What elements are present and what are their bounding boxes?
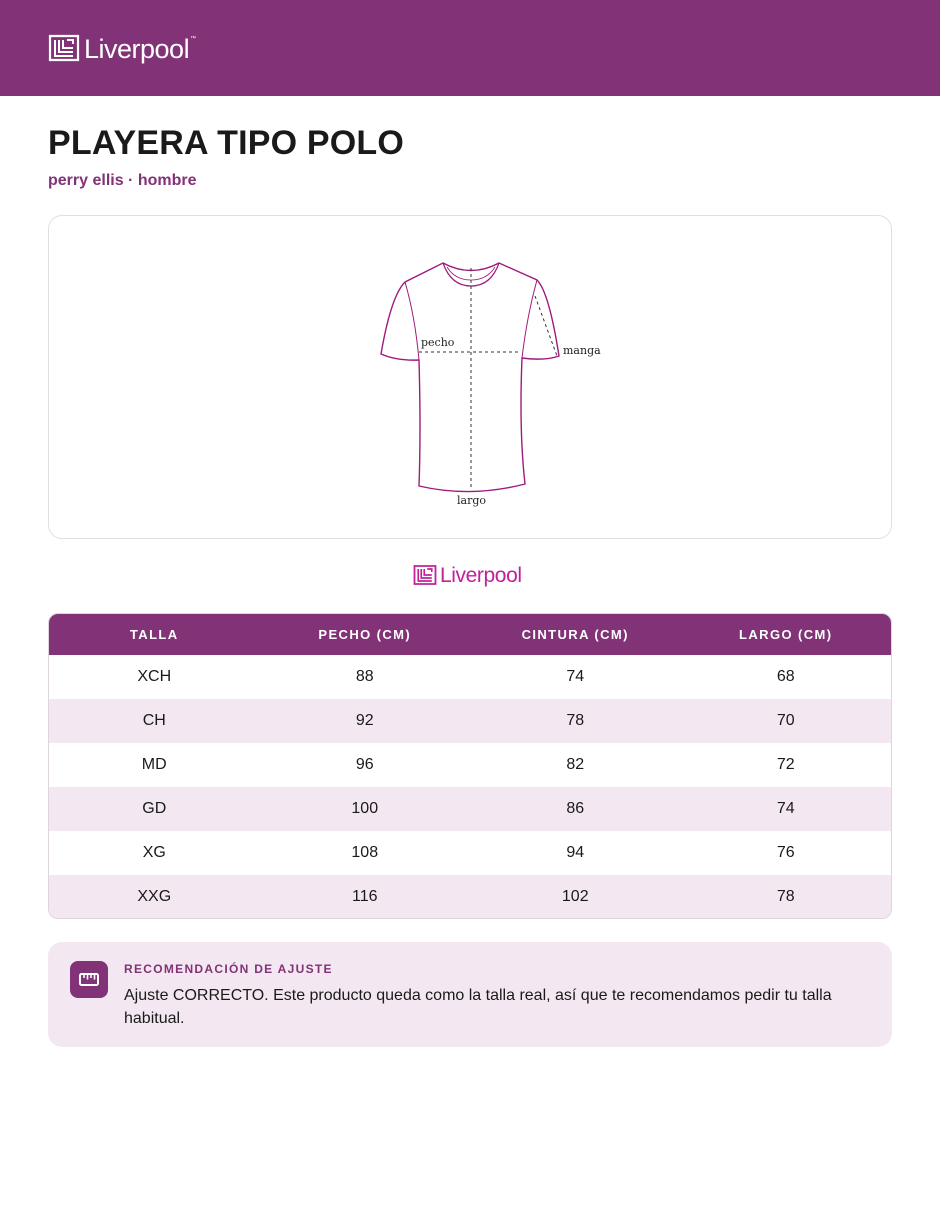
length-cell: 76 [776, 844, 795, 861]
size-table [48, 613, 892, 919]
fit-recommendation-box [48, 942, 892, 1047]
waist-cell: 102 [561, 888, 589, 905]
waist-cell: 82 [566, 756, 585, 773]
garment-diagram-card [48, 215, 892, 539]
table-row [49, 831, 891, 875]
waist-cell: 74 [566, 668, 585, 685]
ruler-icon [70, 961, 108, 998]
length-cell: 70 [776, 712, 795, 729]
chest-cell: 116 [351, 888, 378, 905]
liverpool-logo-icon [48, 34, 80, 62]
size-cell: XXG [137, 888, 172, 905]
chest-cell: 88 [355, 668, 374, 685]
tshirt-sleeve-seam-right [522, 280, 537, 358]
trademark-symbol: ™ [190, 36, 197, 42]
size-cell: MD [141, 756, 167, 773]
size-cell: XCH [137, 668, 172, 685]
waist-cell: 94 [566, 844, 585, 861]
product-subtitle: perry ellis · hombre [48, 172, 197, 189]
waist-cell: 78 [566, 712, 585, 729]
chest-label: pecho [421, 336, 455, 349]
size-cell: CH [142, 712, 166, 729]
size-cell: XG [142, 844, 166, 861]
secondary-brand-name: Liverpool [440, 564, 522, 587]
liverpool-logo-icon [413, 564, 437, 586]
product-title: PLAYERA TIPO POLO [48, 124, 405, 162]
length-cell: 68 [776, 668, 795, 685]
table-row [49, 655, 891, 699]
size-cell: GD [142, 800, 167, 817]
length-cell: 78 [776, 888, 795, 905]
length-cell: 72 [776, 756, 795, 773]
top-header-bar [0, 0, 940, 96]
liverpool-secondary-logo [413, 562, 522, 588]
length-label: largo [457, 494, 486, 507]
table-row [49, 875, 891, 919]
brand-name: Liverpool [84, 33, 190, 64]
table-row [49, 699, 891, 743]
chest-cell: 100 [351, 800, 379, 817]
column-header-waist: CINTURA (CM) [521, 627, 629, 642]
chest-cell: 108 [351, 844, 379, 861]
chest-cell: 92 [355, 712, 374, 729]
column-header-size: TALLA [129, 627, 179, 642]
sleeve-label: manga [563, 344, 601, 357]
size-table-header-row [49, 614, 891, 655]
waist-cell: 86 [566, 800, 585, 817]
liverpool-logo[interactable] [48, 31, 196, 65]
column-header-chest: PECHO (CM) [318, 627, 412, 642]
fit-recommendation-text: Ajuste CORRECTO. Este producto queda como la talla real, así que te recomendamos pedir tu talla habitual. [124, 987, 832, 1027]
length-cell: 74 [776, 800, 795, 817]
tshirt-sleeve-seam-left [405, 282, 419, 360]
table-row [49, 743, 891, 787]
column-header-length: LARGO (CM) [739, 627, 833, 642]
fit-recommendation-label: RECOMENDACIÓN DE AJUSTE [124, 962, 333, 976]
table-row [49, 787, 891, 831]
tshirt-measurement-diagram [49, 216, 893, 540]
chest-cell: 96 [355, 756, 374, 773]
